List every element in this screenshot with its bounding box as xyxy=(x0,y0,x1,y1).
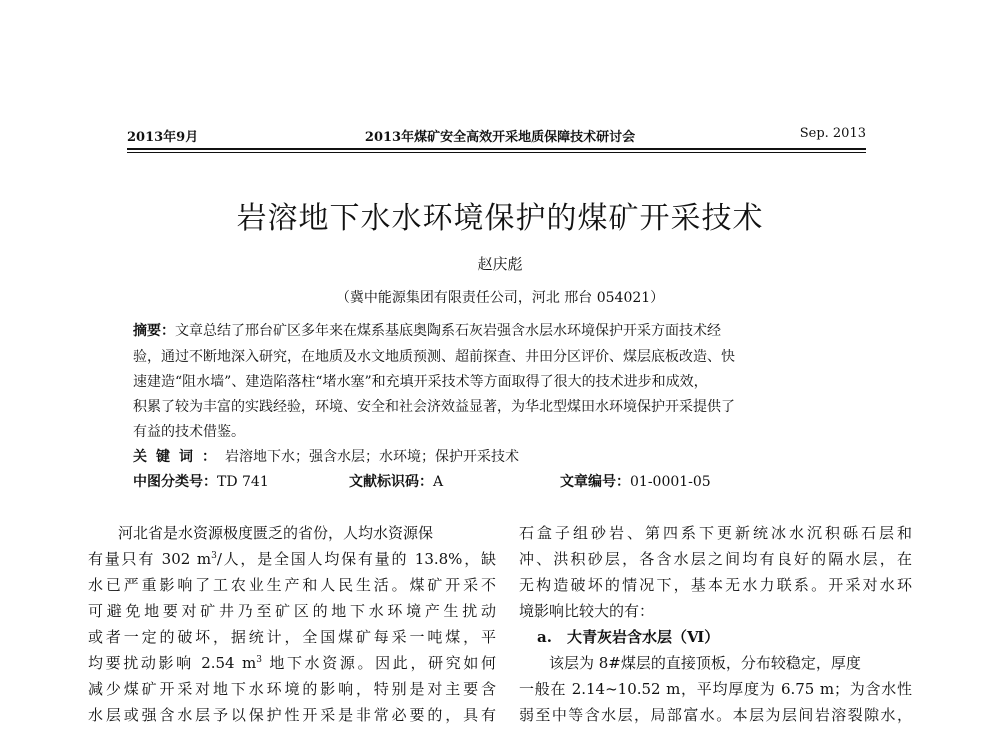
article-number-label: 文章编号： xyxy=(560,474,630,490)
body-line: 弱至中等含水层，局部富水。本层为层间岩溶裂隙水， xyxy=(519,706,912,724)
header-rule xyxy=(127,148,866,150)
abstract-line: 积累了较为丰富的实践经验，环境、安全和社会济效益显著，为华北型煤田水环境保护开采提供了 xyxy=(133,399,735,415)
superscript: 3 xyxy=(256,655,262,665)
body-text: 地下水资源。因此，研究如何 xyxy=(261,654,496,672)
header-rule-thin xyxy=(127,152,866,153)
body-column-left xyxy=(88,520,496,728)
body-line xyxy=(88,650,496,676)
keywords-text: 岩溶地下水；强含水层；水环境；保护开采技术 xyxy=(225,449,519,465)
body-line: 可避免地要对矿井乃至矿区的地下水环境产生扰动 xyxy=(88,602,496,620)
keywords xyxy=(133,446,519,466)
header-conference: 2013年煤矿安全高效开采地质保障技术研讨会 xyxy=(364,130,636,145)
body-line: 水层或强含水层予以保护性开采是非常必要的，具有 xyxy=(88,706,496,724)
keywords-label: 关键词： xyxy=(133,449,225,465)
body-line: 水已严重影响了工农业生产和人民生活。煤矿开采不 xyxy=(88,576,496,594)
header-date: 2013年9月 xyxy=(127,130,199,145)
doc-code-label: 文献标识码： xyxy=(349,474,433,490)
body-line: 河北省是水资源极度匮乏的省份，人均水资源保 xyxy=(118,524,434,542)
subsection-heading: a. 大青灰岩含水层（Ⅵ） xyxy=(537,628,720,646)
doc-code xyxy=(349,471,443,491)
body-text: /人，是全国人均保有量的 13.8%，缺 xyxy=(216,550,496,568)
body-line: 或者一定的破坏，据统计，全国煤矿每采一吨煤，平 xyxy=(88,628,496,646)
abstract-line: 有益的技术借鉴。 xyxy=(133,424,245,440)
page-title: 岩溶地下水水环境保护的煤矿开采技术 xyxy=(236,201,764,236)
article-number-value: 01-0001-05 xyxy=(630,474,711,490)
body-text: 有量只有 302 m xyxy=(88,550,212,568)
article-number xyxy=(560,471,711,491)
body-column-right xyxy=(519,520,912,728)
clc-number xyxy=(133,471,269,491)
body-line: 冲、洪积砂层，各含水层之间均有良好的隔水层，在 xyxy=(519,550,912,568)
abstract-line xyxy=(133,320,721,340)
abstract-label: 摘要： xyxy=(133,323,175,339)
clc-value: TD 741 xyxy=(217,474,269,490)
clc-label: 中图分类号： xyxy=(133,474,217,490)
abstract-text: 文章总结了邢台矿区多年来在煤系基底奥陶系石灰岩强含水层水环境保护开采方面技术经 xyxy=(175,323,721,339)
body-line: 一般在 2.14~10.52 m，平均厚度为 6.75 m；为含水性 xyxy=(519,680,912,698)
author: 赵庆彪 xyxy=(477,255,523,273)
superscript: 3 xyxy=(211,551,217,561)
body-line: 无构造破坏的情况下，基本无水力联系。开采对水环 xyxy=(519,576,912,594)
body-line: 境影响比较大的有： xyxy=(519,602,655,620)
abstract-line: 速建造“阻水墙”、建造陷落柱“堵水塞”和充填开采技术等方面取得了很大的技术进步和成效， xyxy=(133,374,708,390)
body-line: 石盒子组砂岩、第四系下更新统冰水沉积砾石层和 xyxy=(519,524,912,542)
body-line: 减少煤矿开采对地下水环境的影响，特别是对主要含 xyxy=(88,680,496,698)
body-text: 均要扰动影响 2.54 m xyxy=(88,654,257,672)
body-line: 该层为 8#煤层的直接顶板，分布较稳定，厚度 xyxy=(549,654,861,672)
body-line xyxy=(88,546,496,572)
affiliation: （冀中能源集团有限责任公司，河北 邢台 054021） xyxy=(335,290,665,306)
header-date-en: Sep. 2013 xyxy=(799,126,866,141)
abstract-line: 验，通过不断地深入研究，在地质及水文地质预测、超前探查、井田分区评价、煤层底板改造、快 xyxy=(133,349,735,365)
doc-code-value: A xyxy=(433,474,444,490)
